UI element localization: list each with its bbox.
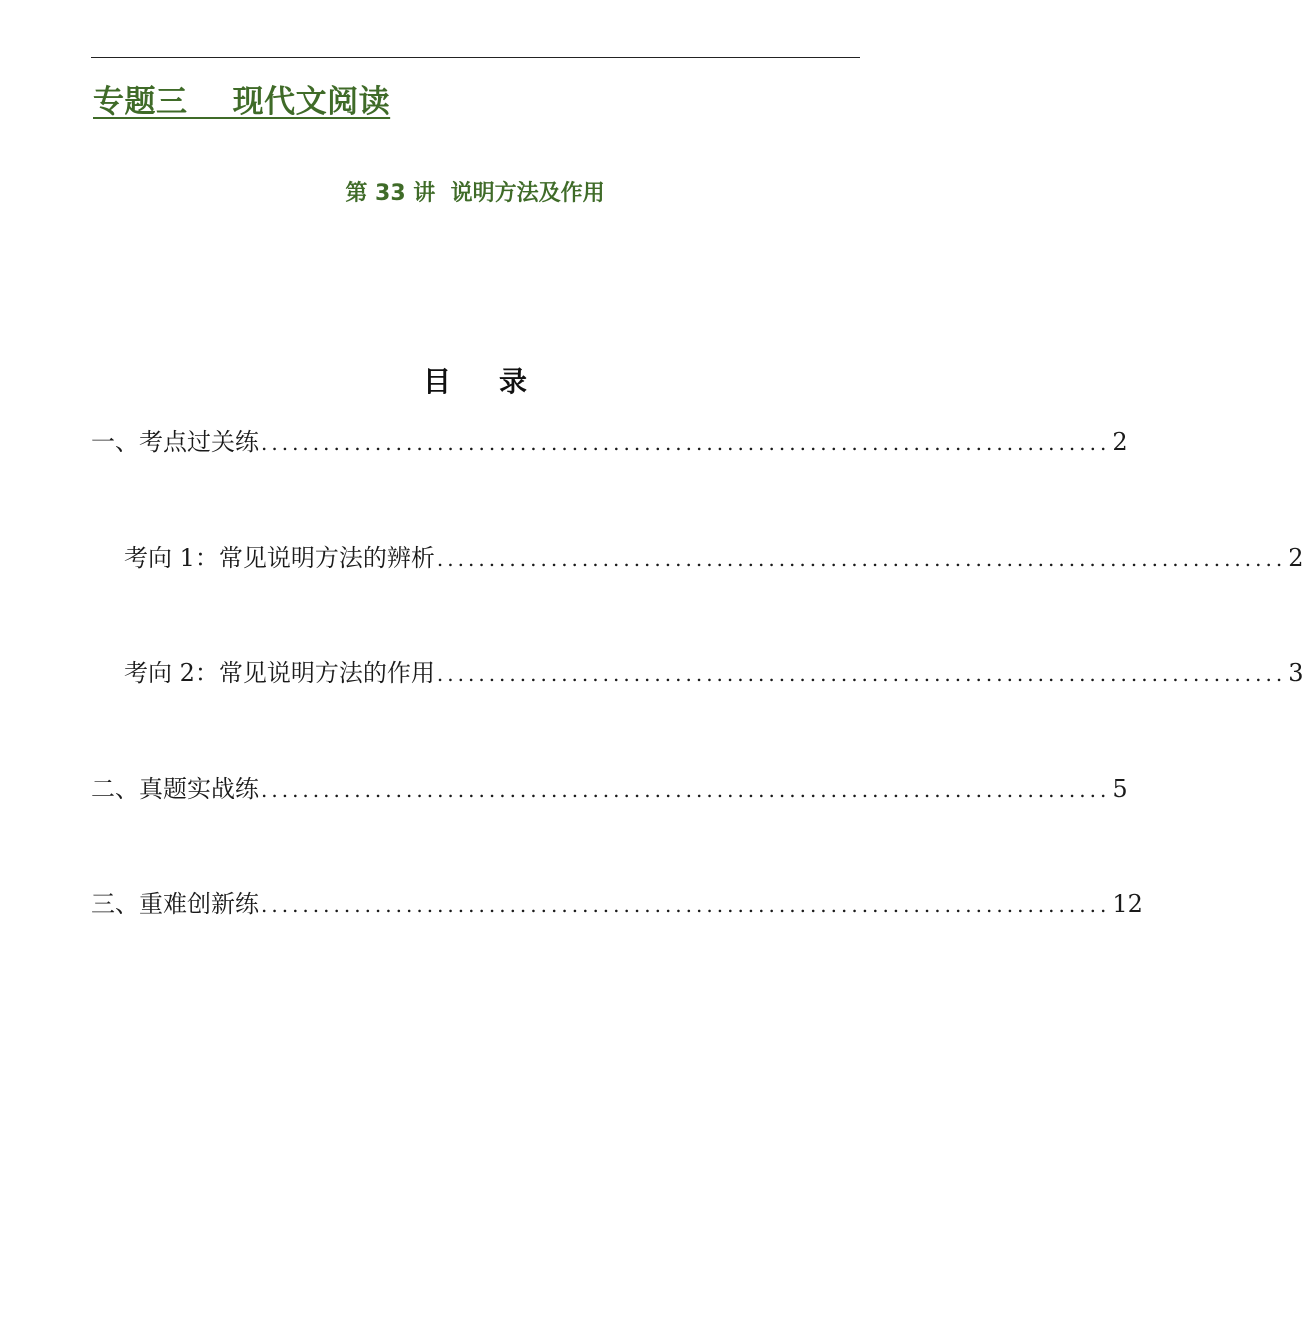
- toc-entry-1[interactable]: [91, 422, 1128, 456]
- toc-dot-leader: ..................................................................................: [436, 547, 1287, 571]
- toc-page-number: 3: [1288, 659, 1304, 687]
- toc-entry-4[interactable]: [91, 769, 1128, 803]
- toc-page-number: 12: [1112, 890, 1143, 918]
- toc-page-number: 5: [1112, 775, 1128, 803]
- toc-heading: 目录: [422, 365, 575, 398]
- toc-entry-3[interactable]: [124, 653, 1304, 687]
- toc-entry-2[interactable]: [124, 538, 1304, 572]
- toc-entry-label: 三、重难创新练: [91, 890, 259, 918]
- lecture-title: 第 33 讲 说明方法及作用: [345, 181, 605, 206]
- toc-entry-label: 一、考点过关练: [91, 428, 259, 456]
- toc-entry-label: 二、真题实战练: [91, 775, 259, 803]
- top-rule: [91, 57, 860, 58]
- toc-dot-leader: ..................................................................................: [261, 893, 1111, 917]
- topic-title: 专题三 现代文阅读: [93, 84, 391, 120]
- toc-dot-leader: ..................................................................................: [436, 662, 1287, 686]
- toc-entry-label: 考向 2：常见说明方法的作用: [124, 659, 435, 687]
- toc-entry-5[interactable]: [91, 884, 1143, 918]
- toc-page-number: 2: [1288, 544, 1304, 572]
- toc-entry-label: 考向 1：常见说明方法的辨析: [124, 544, 435, 572]
- toc-page-number: 2: [1112, 428, 1128, 456]
- toc-dot-leader: ..................................................................................: [261, 431, 1111, 455]
- toc-dot-leader: ..................................................................................: [261, 778, 1111, 802]
